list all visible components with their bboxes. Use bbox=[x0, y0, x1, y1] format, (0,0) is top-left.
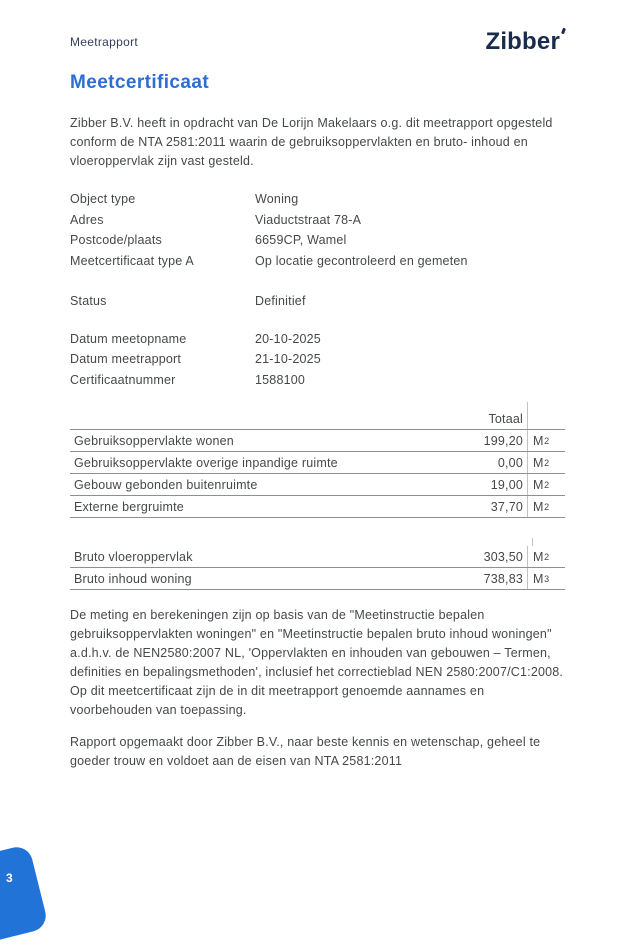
table-header-spacer bbox=[70, 402, 488, 429]
row-unit: M 2 bbox=[527, 474, 565, 495]
detail-row-object-type bbox=[70, 189, 565, 210]
row-label: Bruto inhoud woning bbox=[74, 572, 192, 586]
table-row-externe-bergruimte bbox=[70, 496, 565, 518]
document-type-label: Meetrapport bbox=[70, 35, 138, 49]
detail-value: 6659CP, Wamel bbox=[255, 233, 347, 248]
detail-label: Postcode/plaats bbox=[70, 233, 162, 248]
legal-paragraph-measurement-basis: De meting en berekeningen zijn op basis van de "Meetinstructie bepalen gebruiksoppervlakten woningen" en "Meetinstructie bepalen bruto inhoud woningen" a.d.h.v. de NEN2580:2007 NL, 'Oppervlakten en inhouden van gebouwen – Termen, definities en bepalingsmethoden', inclusief het correctieblad NEN 2580:2007/C1:2008. Op dit meetcertificaat zijn de in dit meetrapport genoemde aannames en voorbehouden van toepassing. bbox=[70, 608, 564, 717]
table-row-bruto-vloeroppervlak bbox=[70, 546, 565, 568]
legal-paragraph-report-statement: Rapport opgemaakt door Zibber B.V., naar beste kennis en wetenschap, geheel te goeder trouw en voldoet aan de eisen van NTA 2581:2011 bbox=[70, 735, 541, 768]
row-value: 738,83 bbox=[483, 572, 523, 586]
row-unit: M 2 bbox=[527, 430, 565, 451]
intro-paragraph: Zibber B.V. heeft in opdracht van De Lorijn Makelaars o.g. dit meetrapport opgesteld conform de NTA 2581:2011 waarin de gebruiksoppervlakten en bruto- inhoud en vloeroppervlak zijn vast gesteld. bbox=[70, 116, 553, 168]
table-row-gebruiksoppervlakte-wonen bbox=[70, 430, 565, 452]
row-value: 19,00 bbox=[490, 478, 523, 492]
table-header-totaal: Totaal bbox=[488, 412, 523, 426]
detail-row-postcode bbox=[70, 230, 565, 251]
table-row-bruto-inhoud-woning bbox=[70, 568, 565, 590]
meta-value: 21-10-2025 bbox=[255, 352, 321, 367]
row-unit: M 2 bbox=[527, 546, 565, 567]
detail-label: Meetcertificaat type A bbox=[70, 253, 194, 268]
detail-label: Object type bbox=[70, 192, 136, 207]
page-title: Meetcertificaat bbox=[70, 72, 210, 93]
unit-base: M bbox=[533, 572, 544, 586]
row-unit: M 2 bbox=[527, 496, 565, 517]
row-label: Bruto vloeroppervlak bbox=[74, 550, 193, 564]
row-value: 199,20 bbox=[483, 434, 523, 448]
status-label: Status bbox=[70, 294, 107, 309]
meta-value: 20-10-2025 bbox=[255, 331, 321, 346]
detail-value: Op locatie gecontroleerd en gemeten bbox=[255, 253, 468, 268]
table-row-gebouw-gebonden-buitenruimte bbox=[70, 474, 565, 496]
row-unit: M 3 bbox=[527, 568, 565, 589]
meta-row-certificate-number bbox=[70, 370, 565, 391]
lead-spacer bbox=[70, 538, 532, 546]
row-value: 37,70 bbox=[490, 500, 523, 514]
table-lead-spacer bbox=[70, 538, 565, 546]
unit-base: M bbox=[533, 478, 544, 492]
detail-value: Woning bbox=[255, 192, 299, 207]
meta-label: Datum meetrapport bbox=[70, 352, 182, 367]
row-unit: M 2 bbox=[527, 452, 565, 473]
unit-base: M bbox=[533, 500, 544, 514]
object-details bbox=[70, 189, 565, 271]
detail-row-certificate-type bbox=[70, 251, 565, 272]
status-section bbox=[70, 291, 565, 312]
meta-section bbox=[70, 329, 565, 391]
zibber-logo-text: Zibber bbox=[485, 28, 560, 55]
row-label: Externe bergruimte bbox=[74, 500, 184, 514]
table-header-row bbox=[70, 402, 565, 430]
detail-value: Viaductstraat 78-A bbox=[255, 212, 362, 227]
zibber-logo bbox=[485, 30, 565, 54]
gross-totals-table bbox=[70, 538, 565, 590]
corner-accent-shape bbox=[0, 844, 49, 948]
unit-base: M bbox=[533, 550, 544, 564]
status-row bbox=[70, 291, 565, 312]
row-label: Gebruiksoppervlakte wonen bbox=[74, 434, 234, 448]
row-value: 0,00 bbox=[497, 456, 523, 470]
meta-value: 1588100 bbox=[255, 372, 306, 387]
table-row-overige-inpandige-ruimte bbox=[70, 452, 565, 474]
row-label: Gebruiksoppervlakte overige inpandige ruimte bbox=[74, 456, 338, 470]
zibber-logo-mark-icon bbox=[561, 28, 566, 35]
unit-base: M bbox=[533, 456, 544, 470]
detail-label: Adres bbox=[70, 212, 104, 227]
surface-totals-table bbox=[70, 402, 565, 518]
meta-label: Certificaatnummer bbox=[70, 372, 176, 387]
meta-row-measure-date bbox=[70, 329, 565, 350]
status-value: Definitief bbox=[255, 294, 306, 309]
meta-label: Datum meetopname bbox=[70, 331, 187, 346]
table-header-unit-spacer bbox=[527, 402, 565, 429]
page-number: 3 bbox=[6, 871, 13, 885]
row-value: 303,50 bbox=[483, 550, 523, 564]
detail-row-address bbox=[70, 210, 565, 231]
unit-base: M bbox=[533, 434, 544, 448]
lead-vertical-rule bbox=[532, 538, 565, 546]
document-header bbox=[70, 30, 565, 54]
row-label: Gebouw gebonden buitenruimte bbox=[74, 478, 258, 492]
meta-row-report-date bbox=[70, 349, 565, 370]
